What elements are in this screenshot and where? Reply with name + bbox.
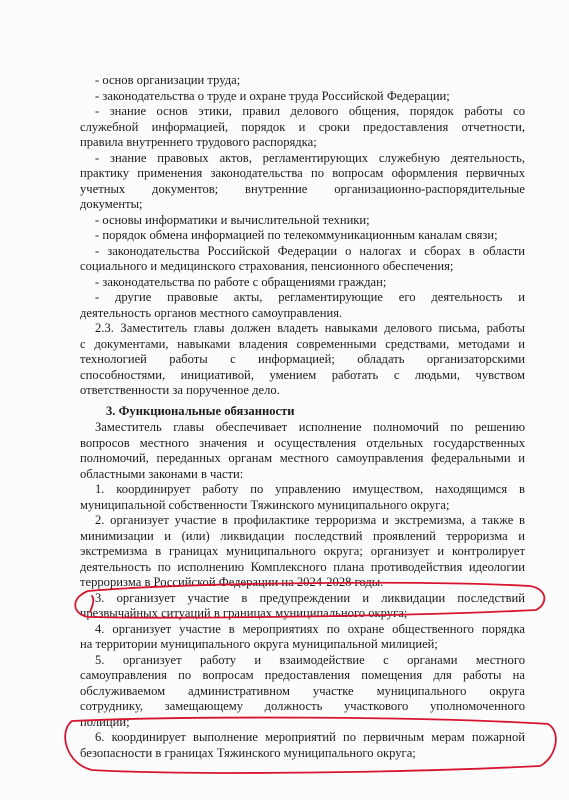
text-line: - другие правовые акты, регламентирующие его деятельность и xyxy=(95,290,525,304)
text-line: экстремизма в границах муниципального округа; организует и контролирует xyxy=(80,544,525,558)
text-line: служебной информацией, порядок и сроки предоставления отчетности, xyxy=(80,120,525,134)
text-line: способностями, инициативой, умением работать с людьми, чувством xyxy=(80,368,525,382)
text-line: 4. организует участие в мероприятиях по охране общественного порядка xyxy=(95,622,525,636)
text-line: 5. организует работу и взаимодействие с органами местного xyxy=(95,653,525,667)
text-line: - законодательства по работе с обращениями граждан; xyxy=(95,275,387,289)
text-line: с документами, навыками владения современными средствами, методами и xyxy=(80,337,525,351)
text-line: полномочий, переданных органам местного самоуправления федеральными и xyxy=(80,451,525,465)
text-line: областными законами в части: xyxy=(80,467,244,481)
text-line: практику применения законодательства по вопросам оформления первичных xyxy=(80,166,525,180)
text-line: 2.3. Заместитель главы должен владеть навыками делового письма, работы xyxy=(95,321,525,335)
text-line: минимизации и (или) ликвидации последствий проявлений терроризма и xyxy=(80,529,525,543)
text-line: - основы информатики и вычислительной техники; xyxy=(95,213,370,227)
text-line: полиции; xyxy=(80,715,130,729)
text-line: - порядок обмена информацией по телекоммуникационным каналам связи; xyxy=(95,228,498,242)
text-line: безопасности в границах Тяжинского муниципального округа; xyxy=(80,746,416,760)
text-line: чрезвычайных ситуаций в границах муниципального округа; xyxy=(80,606,408,620)
text-line: - законодательства о труде и охране труда Российской Федерации; xyxy=(95,89,450,103)
text-line: на территории муниципального округа муниципальной милицией; xyxy=(80,637,438,651)
text-line: самоуправления по вопросам предоставления помещения для работы на xyxy=(80,668,525,682)
text-line: социального и медицинского страхования, пенсионного обеспечения; xyxy=(80,259,454,273)
text-line: вопросов местного значения и осуществления отдельных государственных xyxy=(80,436,525,450)
text-line: - основ организации труда; xyxy=(95,73,241,87)
text-line: документы; xyxy=(80,197,143,211)
text-line: правила внутреннего трудового распорядка; xyxy=(80,135,317,149)
text-line: обслуживаемом административном участке муниципального округа xyxy=(80,684,525,698)
text-line: - знание основ этики, правил делового общения, порядок работы со xyxy=(95,104,525,118)
text-line: деятельность по исполнению Комплексного плана противодействия идеологии xyxy=(80,560,525,574)
text-line: учетных документов; внутренние организационно-распорядительные xyxy=(80,182,525,196)
text-line: муниципальной собственности Тяжинского муниципального округа; xyxy=(80,498,450,512)
text-line: сотруднику, замещающему должность участкового уполномоченного xyxy=(80,699,525,713)
text-line: 2. организует участие в профилактике терроризма и экстремизма, а также в xyxy=(95,513,525,527)
text-line: терроризма в Российской Федерации на 2024-2028 годы. xyxy=(80,575,384,589)
text-line: - знание правовых актов, регламентирующих служебную деятельность, xyxy=(95,151,525,165)
section-heading: 3. Функциональные обязанности xyxy=(106,404,295,418)
text-line: технологией работы с информацией; обладать организаторскими xyxy=(80,352,525,366)
text-line: 1. координирует работу по управлению имуществом, находящимся в xyxy=(95,482,525,496)
text-line: 6. координирует выполнение мероприятий по первичным мерам пожарной xyxy=(95,730,525,744)
text-line: 3. организует участие в предупреждении и ликвидации последствий xyxy=(95,591,525,605)
text-line: деятельность органов местного самоуправления. xyxy=(80,306,343,320)
text-line: Заместитель главы обеспечивает исполнение полномочий по решению xyxy=(95,420,525,434)
text-line: ответственности за порученное дело. xyxy=(80,383,280,397)
text-line: - законодательства Российской Федерации о налогах и сборах в области xyxy=(95,244,525,258)
